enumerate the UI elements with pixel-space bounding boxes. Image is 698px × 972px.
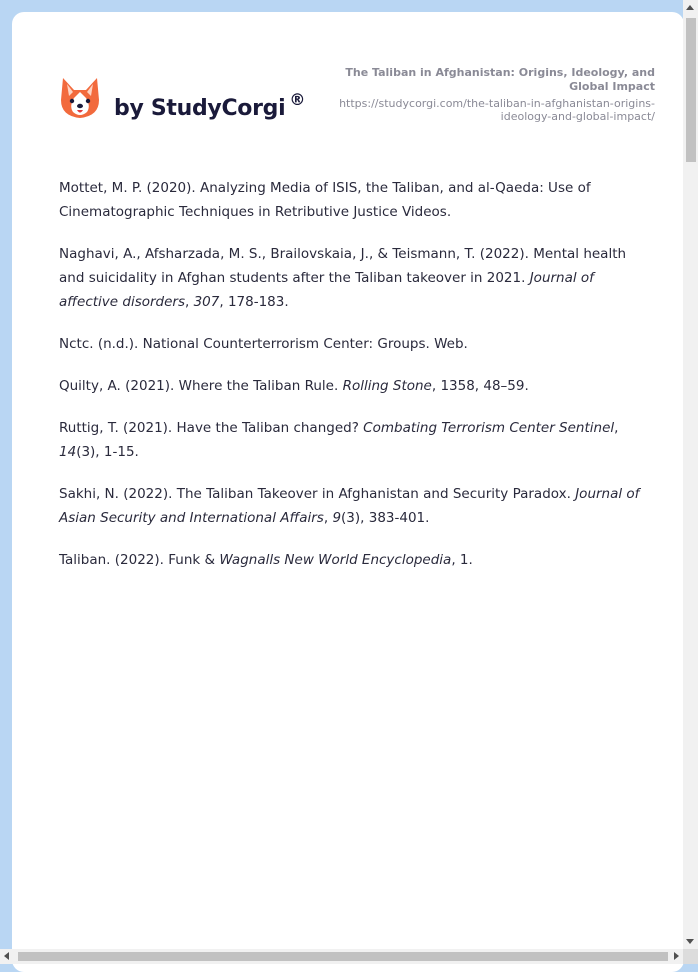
reference-entry: Naghavi, A., Afsharzada, M. S., Brailovskaia, J., & Teismann, T. (2022). Mental health and suicidality in Afghan students after the Taliban takeover in 2021. Journal of affective disorders, 307, 178-183. bbox=[59, 246, 627, 310]
scroll-right-icon[interactable] bbox=[674, 952, 679, 960]
vertical-scrollbar[interactable] bbox=[683, 0, 698, 949]
studycorgi-logo[interactable] bbox=[59, 76, 319, 126]
document-url[interactable]: https://studycorgi.com/the-taliban-in-afghanistan-origins-ideology-and-global-impact/ bbox=[339, 97, 655, 123]
scroll-up-icon[interactable] bbox=[686, 5, 694, 10]
corgi-icon bbox=[59, 76, 101, 120]
page-header bbox=[12, 12, 684, 142]
reference-entry: Mottet, M. P. (2020). Analyzing Media of ISIS, the Taliban, and al-Qaeda: Use of Cinematographic Techniques in Retributive Justice Videos. bbox=[59, 180, 591, 220]
reference-entry: Taliban. (2022). Funk & Wagnalls New World Encyclopedia, 1. bbox=[59, 552, 473, 568]
reference-entry: Ruttig, T. (2021). Have the Taliban changed? Combating Terrorism Center Sentinel, 14(3), 1-15. bbox=[59, 420, 619, 460]
vertical-scroll-thumb[interactable] bbox=[686, 18, 696, 162]
document-title: The Taliban in Afghanistan: Origins, Ideology, and Global Impact bbox=[345, 66, 655, 93]
reference-entry: Sakhi, N. (2022). The Taliban Takeover in Afghanistan and Security Paradox. Journal of Asian Security and International Affairs, 9(3), 383-401. bbox=[59, 486, 640, 526]
reference-entry: Quilty, A. (2021). Where the Taliban Rule. Rolling Stone, 1358, 48–59. bbox=[59, 378, 529, 394]
scroll-left-icon[interactable] bbox=[4, 952, 9, 960]
scroll-down-icon[interactable] bbox=[686, 939, 694, 944]
horizontal-scroll-thumb[interactable] bbox=[18, 952, 668, 961]
registered-mark: ® bbox=[289, 90, 306, 109]
document-page bbox=[12, 12, 684, 972]
reference-list bbox=[59, 176, 644, 590]
scrollbar-corner bbox=[683, 949, 698, 964]
horizontal-scrollbar[interactable] bbox=[0, 949, 683, 964]
brand-name: by StudyCorgi ® bbox=[114, 90, 306, 121]
reference-entry: Nctc. (n.d.). National Counterterrorism Center: Groups. Web. bbox=[59, 336, 468, 352]
